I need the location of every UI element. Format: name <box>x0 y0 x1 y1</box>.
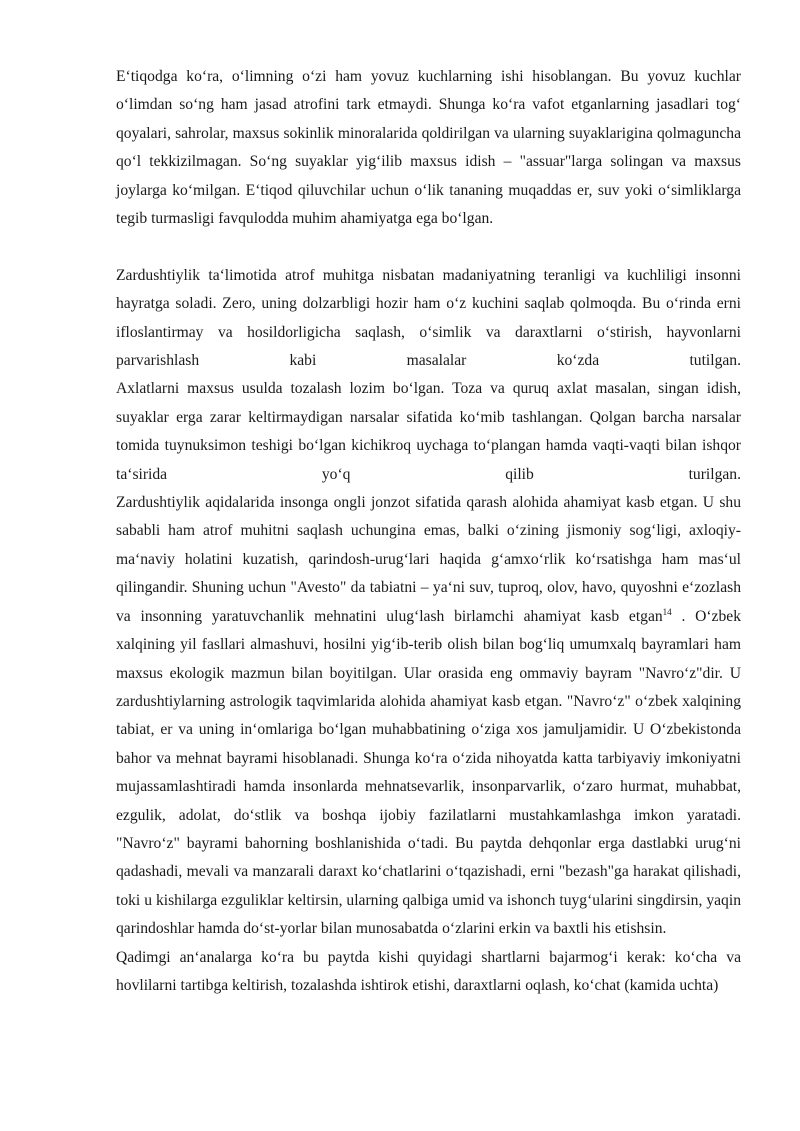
paragraph-human-awareness <box>116 489 741 830</box>
paragraph-environment-culture: Zardushtiylik ta‘limotida atrof muhitga nisbatan madaniyatning teranligi va kuchliligi insonni hayratga soladi. Zero, uning dolzarbligi hozir ham o‘z kuchini saqlab qolmoqda. Bu o‘rinda erni ifloslantirmay va hosildorligicha saqlash, o‘simlik va daraxtlarni o‘stirish, hayvonlarni parvarishlash kabi masalalar ko‘zda tutilgan. <box>116 266 741 370</box>
paragraph-text: Zardushtiylik aqidalarida insonga ongli jonzot sifatida qarash alohida ahamiyat kasb etgan. U shu sababli ham atrof muhitni saqlash uchungina emas, balki o‘zining jismoniy sog‘ligi, axloqiy-ma‘naviy holatini kuzatish, qarindosh-urug‘lari haqida g‘amxo‘rlik ko‘rsatishga ham mas‘ul qilingandir. Shuning uchun "Avesto" da tabiatni – ya‘ni suv, tuproq, olov, havo, quyoshni e‘zozlash va insonning yaratuvchanlik mehnatini ulug‘lash birlamchi ahamiyat kasb etgan <box>116 494 741 625</box>
paragraph-spacer <box>116 233 741 261</box>
paragraph-waste-disposal: Axlatlarni maxsus usulda tozalash lozim bo‘lgan. Toza va quruq axlat masalan, singan idish, suyaklar erga zarar keltirmaydigan narsalar sifatida ko‘mib tashlangan. Qolgan barcha narsalar tomida tuynuksimon teshigi bo‘lgan kichikroq uychaga to‘plangan hamda vaqti-vaqti bilan ishqor ta‘sirida yo‘q qilib turilgan. <box>116 380 741 483</box>
paragraph-text: . O‘zbek xalqining yil fasllari almashuvi, hosilni yig‘ib-terib olish bilan bog‘liq umumxalq bayramlari ham maxsus ekologik mazmun bilan boyitilgan. Ular orasida eng ommaviy bayram "Navro‘z"dir. U zardushtiylarning astrologik taqvimlarida alohida ahamiyat kasb etgan. "Navro‘z" o‘zbek xalqining tabiat, er va uning in‘omlariga bo‘lgan muhabbatining o‘ziga xos jamuljamidir. U O‘zbekistonda bahor va mehnat bayrami hisoblanadi. Shunga ko‘ra o‘zida nihoyatda katta tarbiyaviy imkoniyatni mujassamlashtiradi hamda insonlarda mehnatsevarlik, insonparvarlik, o‘zaro hurmat, muhabbat, ezgulik, adolat, do‘stlik va boshqa ijobiy fazilatlarni mustahkamlashga imkon yaratadi. <box>116 607 741 824</box>
paragraph-navroz-holiday: "Navro‘z" bayrami bahorning boshlanishida o‘tadi. Bu paytda dehqonlar erga dastlabki urug‘ni qadashadi, mevali va manzarali daraxt ko‘chatlarini o‘tqazishadi, erni "bezash"ga harakat qilishadi, toki u kishilarga ezguliklar keltirsin, ularning qalbiga umid va ishonch tuyg‘ularini singdirsin, yaqin qarindoshlar hamda do‘st-yorlar bilan munosabatda o‘zlarini erkin va baxtli his etishsin. <box>116 834 741 938</box>
paragraph-burial-beliefs: E‘tiqodga ko‘ra, o‘limning o‘zi ham yovuz kuchlarning ishi hisoblangan. Bu yovuz kuchlar o‘limdan so‘ng ham jasad atrofini tark etmaydi. Shunga ko‘ra vafot etganlarning jasadlari tog‘ qoyalari, sahrolar, maxsus sokinlik minoralarida qoldirilgan va ularning suyaklarigina qolmaguncha qo‘l tekkizilmagan. So‘ng suyaklar yig‘ilib maxsus idish – "assuar"larga solingan va maxsus joylarga ko‘milgan. E‘tiqod qiluvchilar uchun o‘lik tananing muqaddas er, suv yoki o‘simliklarga tegib turmasligi favqulodda muhim ahamiyatga ega bo‘lgan. <box>116 68 741 228</box>
footnote-reference[interactable]: 14 <box>662 606 672 617</box>
document-page <box>116 63 741 1000</box>
paragraph-traditions: Qadimgi an‘analarga ko‘ra bu paytda kishi quyidagi shartlarni bajarmog‘i kerak: ko‘cha va hovlilarni tartibga keltirish, tozalashda ishtirok etishi, daraxtlarni oqlash, ko‘chat (kamida uchta) <box>116 948 741 994</box>
